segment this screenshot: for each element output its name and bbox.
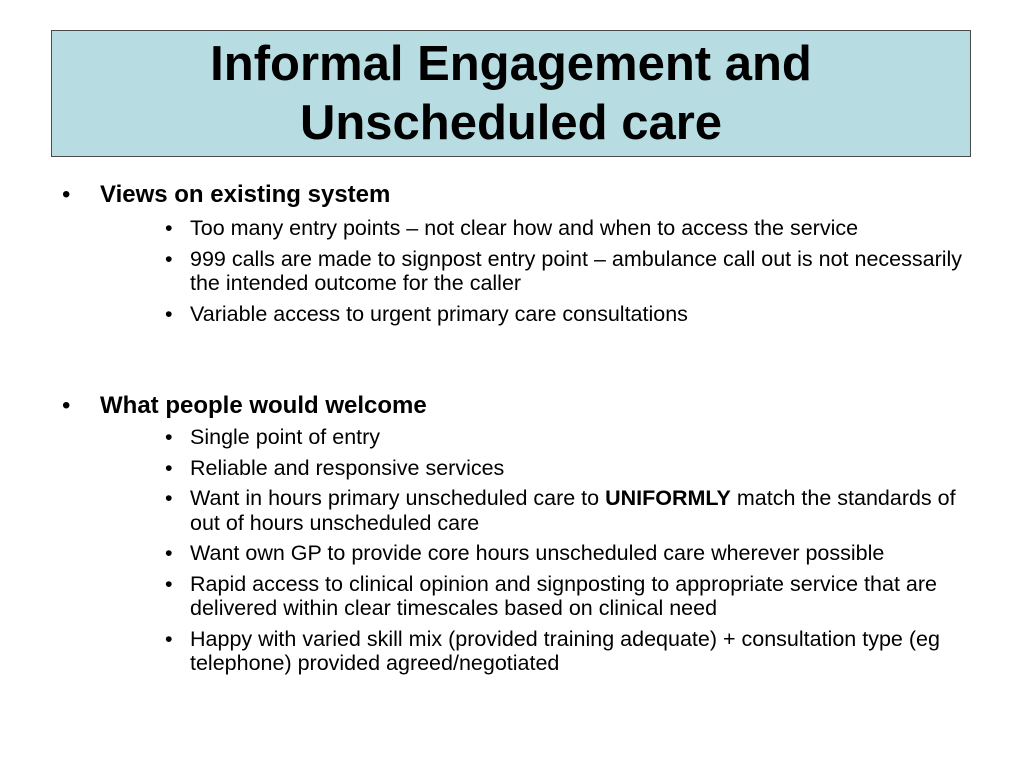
list-item-text-after: match the standards of out of hours unscheduled care [190, 486, 956, 535]
section-heading-welcome [62, 392, 427, 420]
bullet-icon: • [165, 455, 173, 480]
list-item-text: Want own GP to provide core hours unscheduled care wherever possible [190, 541, 885, 565]
list-item-text: Reliable and responsive services [190, 455, 505, 480]
list-item [165, 572, 975, 621]
section-heading-views [62, 181, 390, 209]
bullet-icon: • [165, 626, 173, 651]
bullet-icon: • [165, 425, 173, 449]
list-item [165, 425, 975, 450]
list-item [165, 247, 975, 296]
bullet-icon: • [62, 392, 71, 419]
list-item-text: Happy with varied skill mix (provided training adequate) + consultation type (eg telephone) provided agreed/negotiated [190, 626, 940, 675]
bullet-icon: • [165, 246, 173, 271]
bullet-icon: • [165, 216, 173, 240]
list-item-text: Single point of entry [190, 425, 381, 449]
slide-title-line-1: Informal Engagement and [210, 36, 812, 91]
list-item-text [190, 486, 975, 535]
list-item [165, 216, 975, 241]
list-item-text: Variable access to urgent primary care consultations [190, 301, 688, 326]
section-heading-label: Views on existing system [100, 181, 391, 208]
list-item-text: Rapid access to clinical opinion and signposting to appropriate service that are delivered within clear timescales based on clinical need [190, 571, 937, 620]
list-item [165, 541, 975, 566]
list-item [165, 456, 975, 481]
list-item-text: 999 calls are made to signpost entry point – ambulance call out is not necessarily the intended outcome for the caller [190, 246, 963, 295]
bullet-icon: • [165, 571, 173, 596]
bullet-icon: • [165, 486, 173, 510]
views-list [165, 216, 975, 332]
section-heading-label: What people would welcome [100, 392, 427, 419]
bullet-icon: • [165, 541, 173, 565]
list-item [165, 302, 975, 327]
slide-title-line-2: Unscheduled care [299, 95, 723, 150]
list-item-text-before: Want in hours primary unscheduled care to [190, 486, 606, 510]
welcome-list [165, 425, 975, 682]
list-item-text: Too many entry points – not clear how and when to access the service [190, 216, 859, 240]
emphasis-uniformly: UNIFORMLY [605, 486, 731, 510]
bullet-icon: • [62, 181, 71, 208]
bullet-icon: • [165, 301, 173, 326]
list-item [165, 627, 975, 676]
list-item [165, 486, 975, 535]
